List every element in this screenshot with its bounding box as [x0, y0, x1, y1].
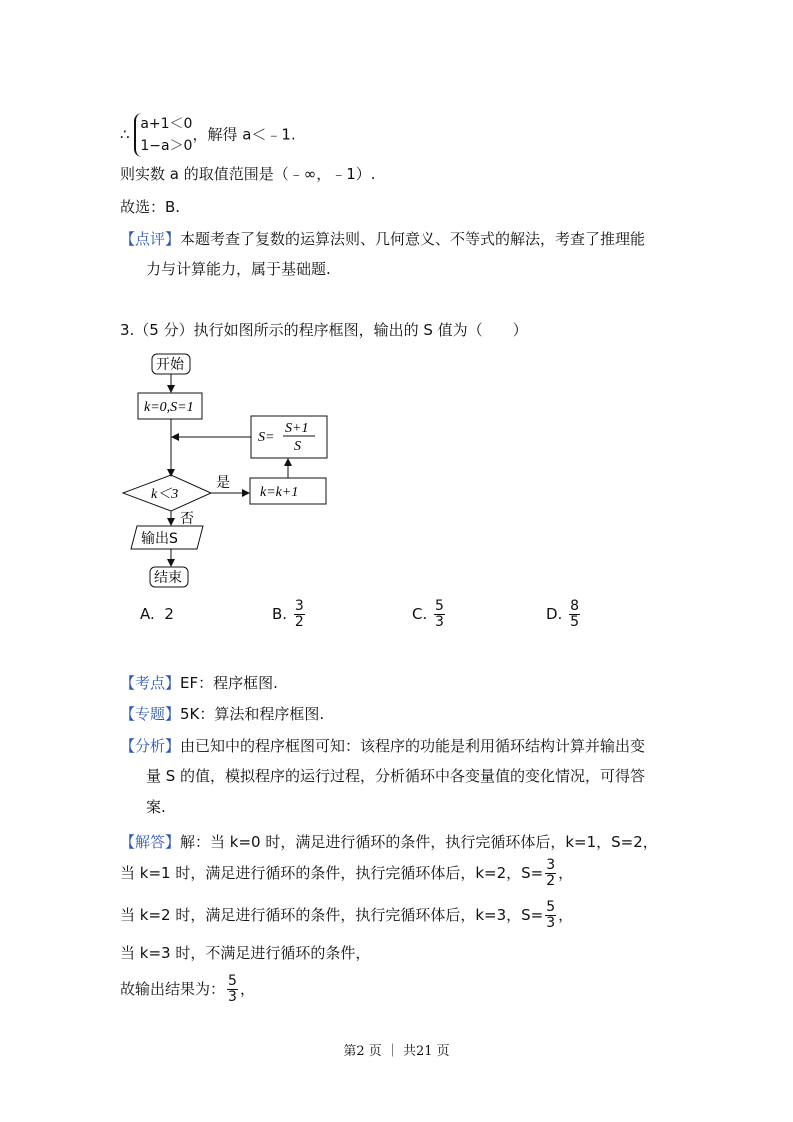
jieda-step-4: 当 k=3 时，不满足进行循环的条件，	[120, 944, 371, 962]
end-label: 结束	[154, 570, 182, 586]
inequality-system	[134, 113, 192, 157]
jieda-result: 故输出结果为： $\frac{5}{3}$ ，	[120, 973, 255, 1005]
jieda-line: 【解答】解：当 k=0 时，满足进行循环的条件，执行完循环体后，k=1，S=2，	[120, 833, 658, 851]
update-s-numerator: S+1	[285, 421, 309, 436]
comment-text-cont: 力与计算能力，属于基础题.	[146, 260, 331, 278]
kaodian-line: 【考点】EF：程序框图.	[120, 674, 278, 692]
choice-text: 故选：B.	[120, 198, 181, 216]
zhuanti-line: 【专题】5K：算法和程序框图.	[120, 705, 325, 723]
solve-text: ，解得 a＜﹣1.	[192, 125, 296, 144]
option-a: A. 2	[140, 605, 174, 623]
option-b: B. $\frac{3}{2}$	[272, 598, 304, 630]
inequality-2: 1−a＞0	[140, 138, 193, 154]
inequality-1: a+1＜0	[140, 116, 193, 132]
comment-line	[120, 229, 645, 249]
comment-text: 本题考查了复数的运算法则、几何意义、不等式的解法，考查了推理能	[180, 230, 646, 248]
increment-label: k=k+1	[260, 485, 299, 500]
start-label: 开始	[156, 357, 184, 373]
question-stem: 3.（5 分）执行如图所示的程序框图，输出的 S 值为（ ）	[120, 321, 528, 339]
option-d: D. $\frac{8}{5}$	[546, 598, 580, 630]
equation-system-line	[120, 113, 296, 157]
therefore-symbol: ∴	[120, 125, 130, 144]
range-text: 则实数 a 的取值范围是（﹣∞，﹣1）.	[120, 165, 376, 183]
comment-tag: 【点评】	[120, 230, 181, 248]
fenxi-line: 【分析】由已知中的程序框图可知：该程序的功能是利用循环结构计算并输出变	[120, 737, 646, 755]
condition-label: k＜3	[151, 487, 179, 502]
update-s-lhs: S=	[258, 430, 275, 445]
flowchart	[115, 348, 345, 593]
update-s-denominator: S	[294, 439, 301, 454]
jieda-step-3: 当 k=2 时，满足进行循环的条件，执行完循环体后，k=3，S= $\frac{5}{3}$ ，	[120, 899, 574, 931]
init-label: k=0,S=1	[144, 400, 194, 415]
fenxi-cont: 量 S 的值，模拟程序的运行过程，分析循环中各变量值的变化情况，可得答	[146, 767, 646, 785]
fenxi-cont: 案.	[146, 798, 166, 816]
no-label: 否	[180, 511, 194, 527]
jieda-step-2: 当 k=1 时，满足进行循环的条件，执行完循环体后，k=2，S= $\frac{3}{2}$ ，	[120, 857, 574, 889]
option-c: C. $\frac{5}{3}$	[412, 598, 444, 630]
yes-label: 是	[216, 475, 230, 491]
page-footer: 第2 页 ｜ 共21 页	[343, 1044, 450, 1059]
output-label: 输出S	[141, 531, 178, 547]
